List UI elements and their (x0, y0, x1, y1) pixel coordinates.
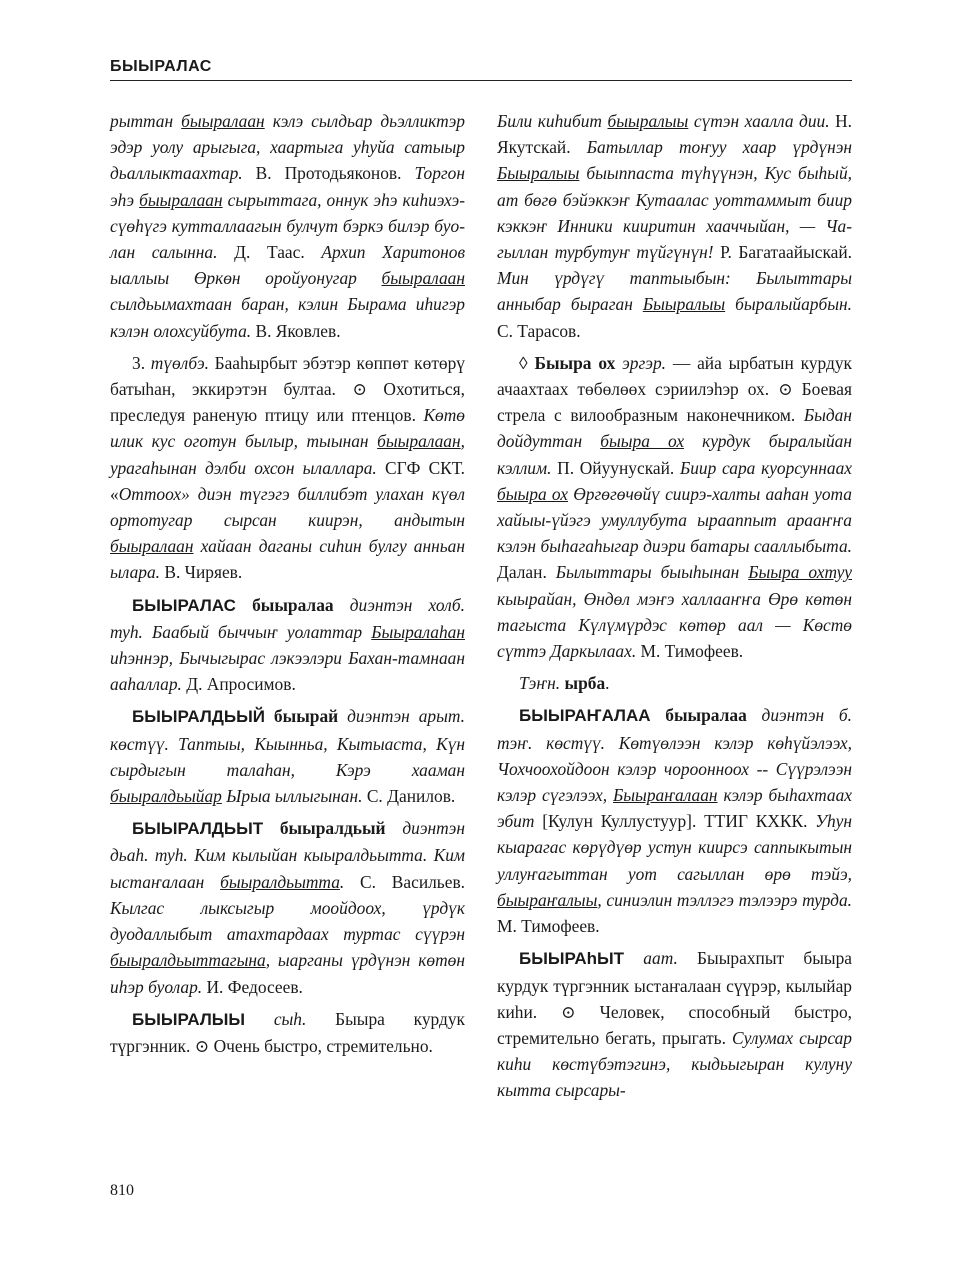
running-head: БЫЫРАЛАС (110, 58, 212, 75)
left-entry-4: БЫЫРАЛДЬЫТ быыралдьый диэнтэн дьаh. туh. Ким кылыйан кыыралдьытта. Ким ыстаҥалаан быыралдьытта. С. Васильев. Кылгас лыксыгыр моойдоох, үрдүк дуодаллыбыт атахтардаах туртас сүүрэн быыралдьыттагына, ыарганы үрдүнэн көтөн иhэр буолар. И. Федосеев. (110, 818, 466, 997)
right-column (497, 108, 852, 1110)
right-entry-0: Били киhибит быыралыы сүтэн хаалла дии. Н. Якутскай. Батыллар тоҥуу хаар үрдүнэн Быыралыы быыппаста түhүүнэн, Кус быhый, ат бөгө бэйэккэҥ Кутаалас уоттаммыт биир кэккэҥ Инники кииритин хааччыйан, — Чагыллан турбутуҥ түйгүнүн! Р. Багатаайыскай. Мин үрдүгү таптыыбын: Былыттары анныбар быраган Быыралыы быралыйарбын. С. Тарасов. (497, 111, 853, 341)
right-entry-3: БЫЫРАҤАЛАА быыралаа диэнтэн б. тэҥ. көстүү. Көтүөлээн кэлэр көhүйэлээх, Чохчоохойдоон кэлэр чороонноох -- Сүүрэлээн кэлэр сүгэлээх, Быыраҥалаан кэлэр быhахтаах эбит [Кулун Куллустуур]. ТТИГ КХКК. Уhун кыарагас көрүдүөр устун киирсэ саппыкытын уллуҥагыттан уот сагыллан өрө тэйэ, быыраҥалыы, синиэлин тэллэгэ тэлээрэ турда. М. Тимофеев. (497, 705, 852, 937)
left-entry-5: БЫЫРАЛЫЫ сыh. Быыра курдук түргэнник. ⊙ Очень быстро, стремительно. (110, 1008, 465, 1056)
left-entry-1: 3. түөлбэ. Бааhырбыт эбэтэр көппөт көтөрү батыhан, эккирэтэн бултаа. ⊙ Охотиться, преследуя раненую птицу или птенцов. Көтө илик кус оготун былыр, тыынан быыралаан, урагаhынан дэлби охсон ылаллара. СГФ СКТ. «Оттоох» диэн түгэгэ биллибэт улахан күөл ортотугар сырсан киирэн, андытын быыралаан хайаан даганы сиhин булгу анньан ылара. В. Чиряев. (110, 352, 466, 583)
left-entry-2: БЫЫРАЛАС быыралаа диэнтэн холб. туh. Баабый быччыҥ уолаттар Быыралаhан иhэннэр, Бычыгырас лэкээлэри Бахан-тамнаан ааhаллар. Д. Апросимов. (110, 594, 465, 695)
left-column (110, 108, 465, 1065)
right-entry-4: БЫЫРАhЫТ аат. Быырахпыт быыра курдук түргэнник ыстаҥалаан сүүрэр, кылыйар киhи. ⊙ Человек, способный быстро, стремительно бегать, прыгать. Сулумах сырсар киhи көстүбэтэгинэ, кыдьыгыран кулуну кытта сырсары- (497, 948, 852, 1101)
page-header (110, 56, 852, 81)
page-number: 810 (110, 1182, 134, 1199)
left-entry-0: рыттан быыралаан кэлэ сылдьар дьэлликтэр эдэр уолу арыгыга, хаартыга уhуйа сатыыр дьаллыктаахтар. В. Протодьяконов. Торгон эhэ быыралаан сырыттага, оннук эhэ киhиэхэ-сүөhүгэ кутталлаагын булчут бэркэ билэр буолан салынна. Д. Таас. Архип Харитонов ыаллыы Өркөн оройуонугар быыралаан сылдьымахтаан баран, кэлин Бырама иhигэр кэлэн олохсуйбута. В. Яковлев. (110, 111, 466, 341)
right-entry-2: Тэҥн. ырба. (519, 673, 610, 694)
right-entry-1: ◊ Быыра ох эргэр. — айа ырбатын курдук ачаахтаах төбөлөөх сэриилэhэр ох. ⊙ Боевая стрела с вилообразным наконечником. Быдан дойдуттан быыра ох курдук быралыйан кэллим. П. Ойуунускай. Биир сара куорсуннаах быыра ох Өргөгөчөйү сиирэ-халты ааhан уота хайыы-үйэгэ умуллубута ырааппыт арааҥҥа кэлэн быhагаhыгар диэри батары сааллыбыта. Далан. Былыттары быыhынан Быыра охтуу кыырайан, Өндөл мэҥэ халлааҥҥа Өрө көтөн тагыста Күлүмүрдэс көтөр аал — Көстө сүттэ Даркылаах. М. Тимофеев. (497, 352, 853, 662)
left-entry-3: БЫЫРАЛДЬЫЙ быырай диэнтэн арыт. көстүү. Таптыы, Кыынньа, Кытыаста, Күн сырдыгын талаhан, Кэрэ хааман быыралдьыйар Ырыа ыллыгынан. С. Данилов. (110, 706, 465, 807)
